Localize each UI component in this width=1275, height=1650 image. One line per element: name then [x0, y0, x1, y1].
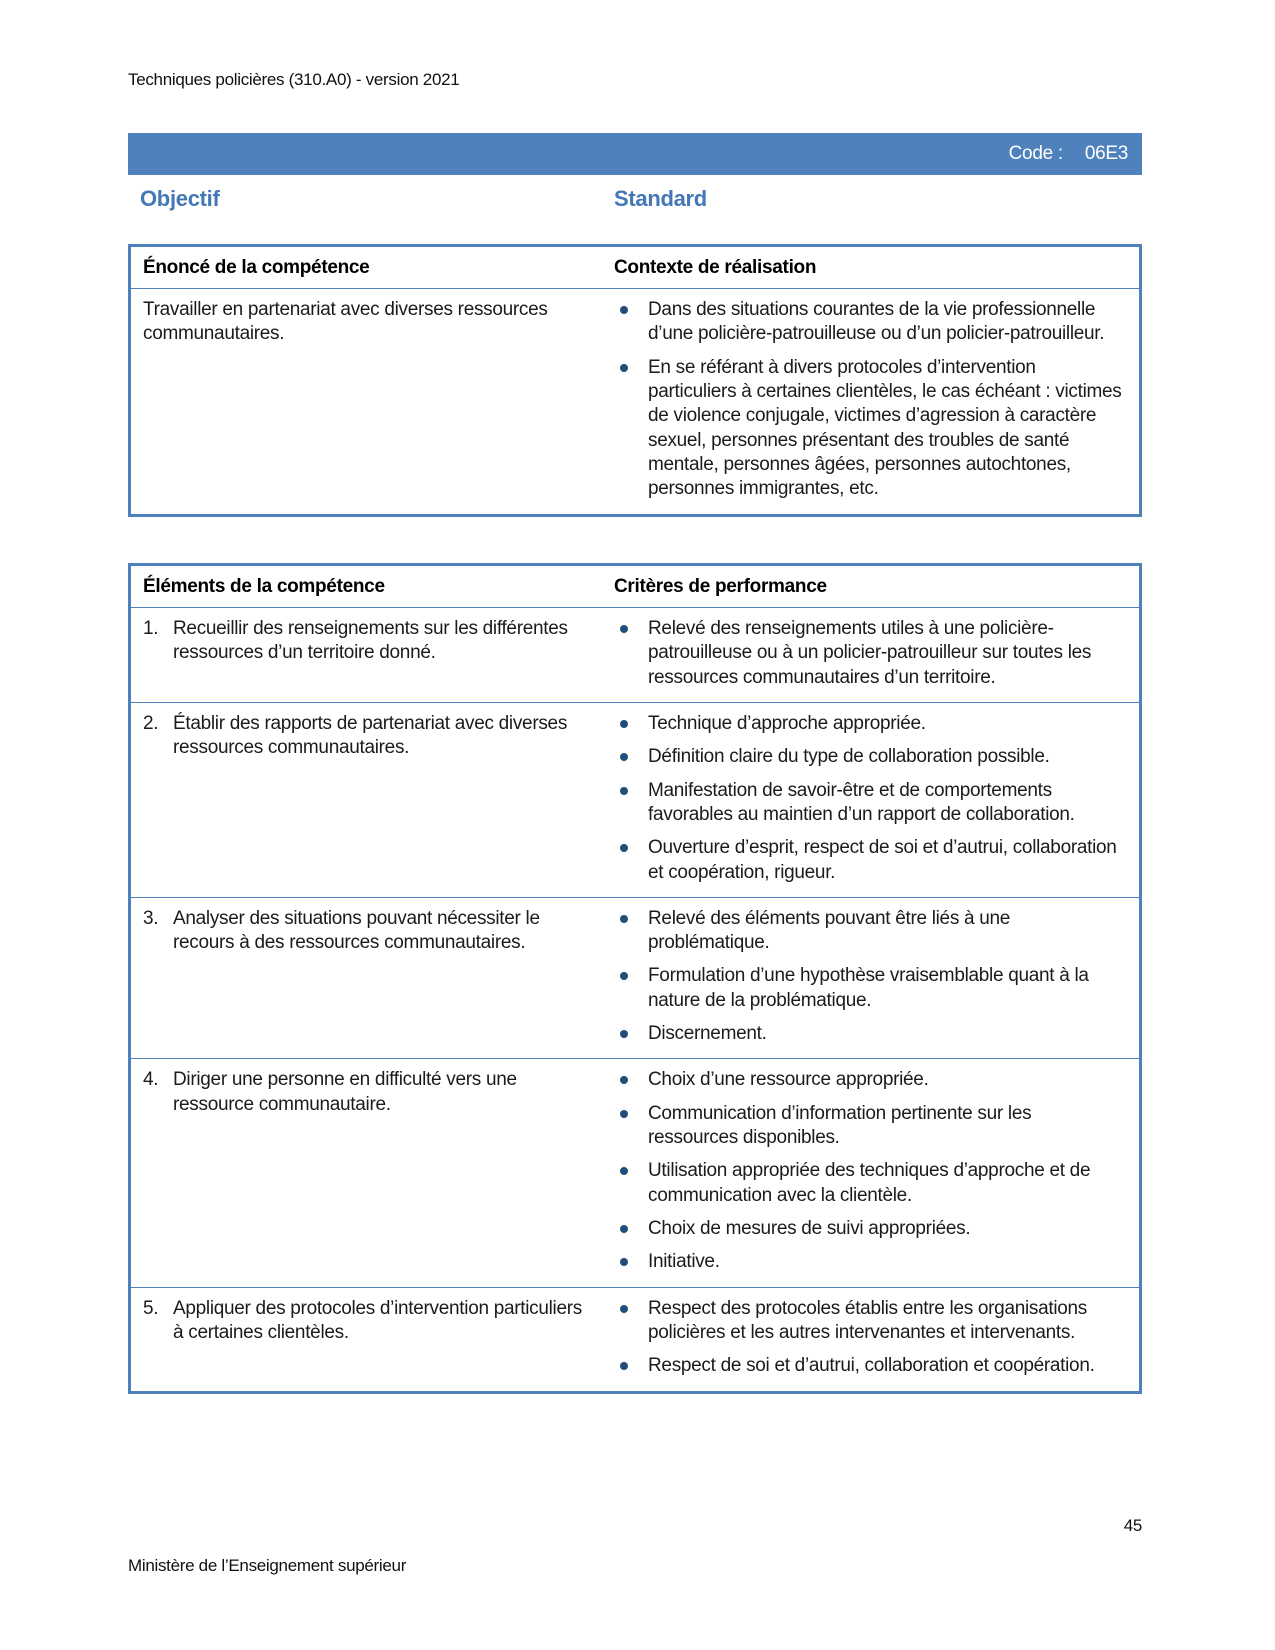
bullet-icon — [620, 844, 628, 852]
table-row — [131, 1058, 1139, 1286]
criteria-bullet-list — [614, 617, 1125, 690]
row-number: 2. — [143, 712, 159, 734]
element-cell — [131, 703, 602, 897]
bullet-text: Utilisation appropriée des techniques d’approche et de communication avec la clientèle. — [648, 1160, 1091, 1206]
table2-header-row — [131, 566, 1139, 608]
table-row — [131, 702, 1139, 897]
bullet-icon — [620, 1305, 628, 1313]
bullet-icon — [620, 306, 628, 314]
criteria-cell — [602, 1059, 1139, 1286]
standard-heading: Standard — [614, 186, 707, 211]
bullet-text: Technique d’approche appropriée. — [648, 712, 926, 734]
competence-statement-table — [128, 244, 1142, 517]
page-number: 45 — [1123, 1516, 1142, 1535]
row-number: 5. — [143, 1297, 159, 1319]
table2-rows — [131, 608, 1139, 1391]
criteria-bullet-list — [614, 907, 1125, 1047]
row-number: 3. — [143, 907, 159, 929]
code-label: Code : — [1008, 143, 1063, 164]
document-title: Techniques policières (310.A0) - version 2021 — [128, 70, 460, 89]
criteria-bullet-list — [614, 712, 1125, 885]
element-cell — [131, 608, 602, 702]
document-footer: Ministère de l’Enseignement supérieur — [128, 1556, 407, 1575]
bullet-text: Initiative. — [648, 1251, 720, 1273]
bullet-item — [614, 712, 1125, 736]
bullet-item — [614, 1068, 1125, 1092]
bullet-icon — [620, 1167, 628, 1175]
bullet-icon — [620, 720, 628, 728]
bullet-text: Respect de soi et d’autrui, collaboration et coopération. — [648, 1355, 1095, 1377]
bullet-item — [614, 1102, 1125, 1151]
element-cell — [131, 1059, 602, 1286]
element-text: Appliquer des protocoles d’intervention particuliers à certaines clientèles. — [173, 1297, 582, 1343]
bullet-icon — [620, 1110, 628, 1118]
bullet-item — [614, 907, 1125, 956]
bullet-icon — [620, 1225, 628, 1233]
bullet-text: Discernement. — [648, 1023, 767, 1045]
bullet-icon — [620, 1362, 628, 1370]
bullet-text: Ouverture d’esprit, respect de soi et d’autrui, collaboration et coopération, rigueur. — [648, 837, 1117, 883]
bullet-item — [614, 1354, 1125, 1378]
bullet-icon — [620, 753, 628, 761]
element-cell — [131, 1288, 602, 1391]
bullet-icon — [620, 787, 628, 795]
code-value: 06E3 — [1084, 143, 1128, 164]
bullet-text: Formulation d’une hypothèse vraisemblable quant à la nature de la problématique. — [648, 965, 1089, 1011]
row-number: 4. — [143, 1069, 159, 1091]
element-text: Recueillir des renseignements sur les différentes ressources d’un territoire donné. — [173, 618, 568, 664]
table1-body-row — [131, 289, 1139, 514]
criteria-cell — [602, 898, 1139, 1059]
bullet-item — [614, 1217, 1125, 1241]
bullet-item — [614, 617, 1125, 690]
bullet-item — [614, 298, 1125, 347]
bullet-text: Choix de mesures de suivi appropriées. — [648, 1217, 971, 1239]
bullet-icon — [620, 915, 628, 923]
bullet-item — [614, 1022, 1125, 1046]
performance-criteria-table — [128, 563, 1142, 1394]
table-row — [131, 897, 1139, 1059]
bullet-text: Dans des situations courantes de la vie professionnelle d’une policière-patrouilleuse ou d’un policier-patrouilleur. — [648, 299, 1105, 345]
criteria-cell — [602, 608, 1139, 702]
bullet-text: Respect des protocoles établis entre les organisations policières et les autres intervenantes et intervenants. — [648, 1297, 1088, 1343]
bullet-icon — [620, 625, 628, 633]
bullet-icon — [620, 364, 628, 372]
criteria-bullet-list — [614, 1297, 1125, 1379]
row-number: 1. — [143, 618, 159, 639]
bullet-item — [614, 356, 1125, 502]
criteria-cell — [602, 703, 1139, 897]
table-row — [131, 1287, 1139, 1391]
section-headings — [140, 186, 1142, 216]
bullet-icon — [620, 1076, 628, 1084]
bullet-item — [614, 745, 1125, 769]
competence-statement-text: Travailler en partenariat avec diverses ressources communautaires. — [143, 299, 548, 345]
bullet-text: Définition claire du type de collaboration possible. — [648, 746, 1050, 768]
context-cell — [602, 289, 1139, 514]
element-cell — [131, 898, 602, 1059]
bullet-text: Manifestation de savoir-être et de comportements favorables au maintien d’un rapport de collaboration. — [648, 779, 1075, 825]
objectif-heading: Objectif — [140, 186, 220, 211]
bullet-icon — [620, 972, 628, 980]
bullet-item — [614, 779, 1125, 828]
element-text: Établir des rapports de partenariat avec diverses ressources communautaires. — [173, 712, 568, 759]
criteria-cell — [602, 1288, 1139, 1391]
bullet-item — [614, 964, 1125, 1013]
bullet-text: Choix d’une ressource appropriée. — [648, 1069, 929, 1091]
bullet-item — [614, 1297, 1125, 1346]
table1-header-right: Contexte de réalisation — [614, 257, 817, 278]
bullet-icon — [620, 1030, 628, 1038]
bullet-item — [614, 836, 1125, 885]
table2-header-left: Éléments de la compétence — [143, 576, 385, 597]
bullet-text: En se référant à divers protocoles d’intervention particuliers à certaines clientèles, le cas échéant : victimes de violence conjugale, victimes d’agression à caractère sexuel, personnes présentant des troubles de santé mentale, personnes âgées, personnes autochtones, personnes immigrantes, etc. — [648, 356, 1122, 500]
code-banner — [128, 133, 1142, 175]
criteria-bullet-list — [614, 1068, 1125, 1274]
bullet-item — [614, 1250, 1125, 1274]
bullet-text: Relevé des éléments pouvant être liés à une problématique. — [648, 907, 1011, 954]
bullet-text: Relevé des renseignements utiles à une policière- patrouilleuse ou à un policier-patrouilleur sur toutes les ressources communautaires d’un territoire. — [648, 618, 1092, 688]
table-row — [131, 608, 1139, 702]
table1-header-row — [131, 247, 1139, 289]
element-text: Diriger une personne en difficulté vers une ressource communautaire. — [173, 1069, 517, 1115]
table1-header-left: Énoncé de la compétence — [143, 257, 370, 278]
bullet-text: Communication d’information pertinente sur les ressources disponibles. — [648, 1102, 1032, 1148]
context-bullet-list — [614, 298, 1125, 502]
bullet-icon — [620, 1258, 628, 1266]
table2-header-right: Critères de performance — [614, 576, 827, 597]
element-text: Analyser des situations pouvant nécessiter le recours à des ressources communautaires. — [173, 907, 540, 954]
bullet-item — [614, 1159, 1125, 1208]
